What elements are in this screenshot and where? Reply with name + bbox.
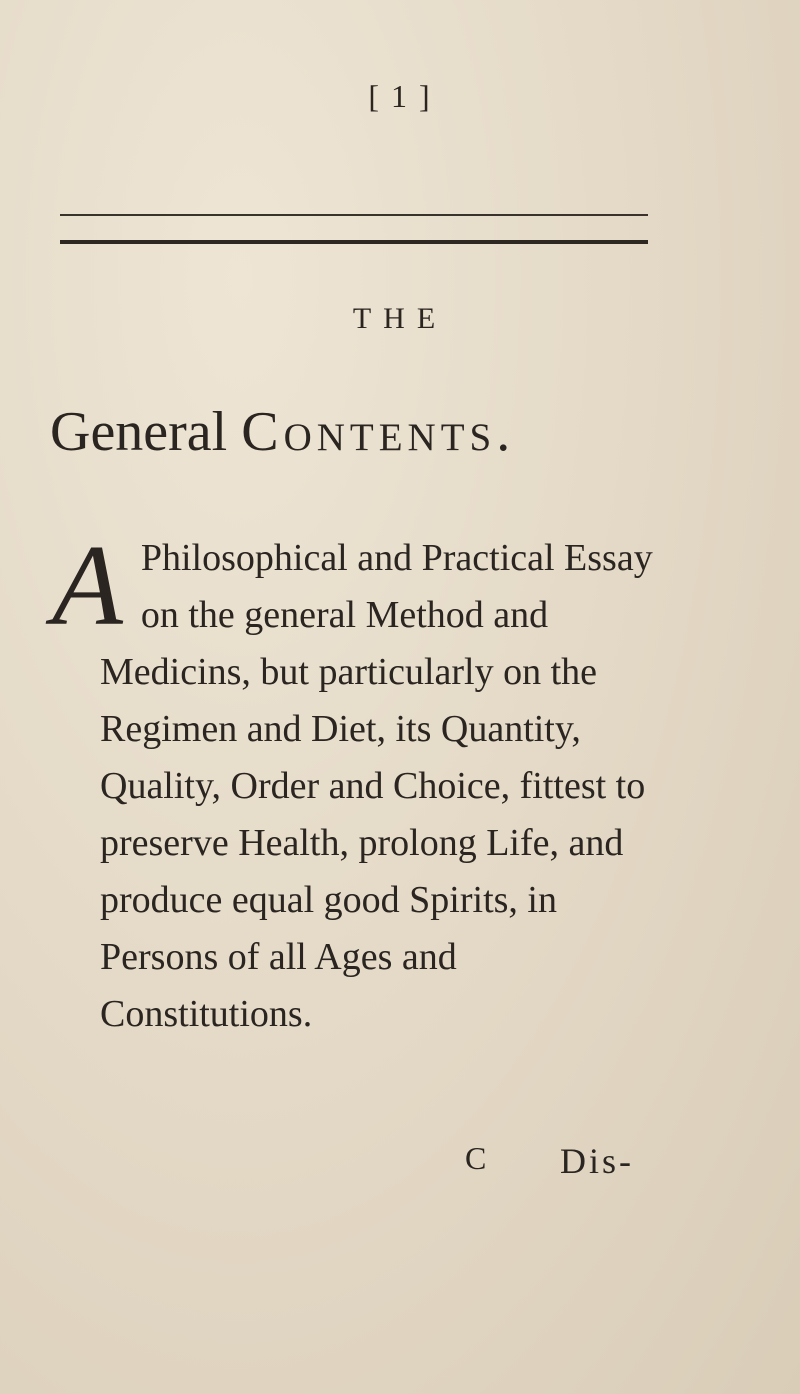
rule-thin [60,214,648,216]
heading-the: THE [352,302,448,335]
drop-cap: A [52,522,123,650]
page-number: [ 1 ] [368,78,432,114]
signature-mark: C [465,1140,487,1176]
page-title [50,400,750,464]
title-general: General [50,401,228,463]
catchword: Dis- [560,1141,634,1181]
title-contents: Contents. [241,401,516,463]
contents-paragraph [52,522,660,1043]
paragraph-text: Philosophical and Practical Essay on the general Method and Medicins, but particularly on the Regimen and Diet, its Quantity, Quality, Order and Choice, fittest to preserve Health, prolong Life, and produce equal good Spirits, in Persons of all Ages and Constitutions. [100,537,653,1035]
rule-thick [60,240,648,244]
